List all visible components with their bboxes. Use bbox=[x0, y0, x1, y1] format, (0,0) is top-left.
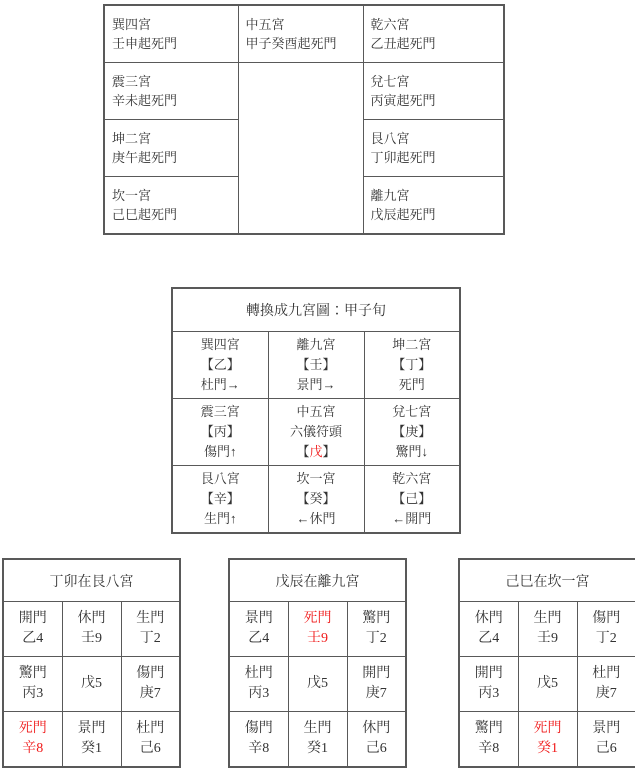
palace-stem: 【庚】 bbox=[365, 422, 460, 442]
palace-name: 中五宮 bbox=[269, 402, 364, 422]
stem-number: 庚7 bbox=[348, 684, 406, 704]
palace-gate: 景門→ bbox=[269, 375, 364, 395]
gate-name: 驚門 bbox=[460, 719, 518, 739]
gate-name: 杜門 bbox=[578, 664, 635, 684]
stem-number: 戊5 bbox=[519, 674, 577, 694]
palace-cell bbox=[238, 5, 363, 63]
gate-cell bbox=[577, 602, 635, 657]
center-stem-cell bbox=[288, 657, 347, 712]
gate-name: 開門 bbox=[348, 664, 406, 684]
palace-cell bbox=[363, 63, 504, 120]
bracket-open: 【 bbox=[296, 444, 309, 459]
palace-name: 兌七宮 bbox=[365, 402, 460, 422]
palace-name: 乾六宮 bbox=[365, 469, 460, 489]
gate-cell bbox=[459, 657, 518, 712]
palace-gate: 驚門↓ bbox=[365, 442, 460, 462]
gate-name: 景門 bbox=[63, 719, 121, 739]
palace-cell bbox=[363, 177, 504, 235]
gate-cell bbox=[121, 712, 180, 768]
stem-number: 壬9 bbox=[519, 629, 577, 649]
death-gate-cell bbox=[3, 712, 62, 768]
palace-start-gate: 丁卯起死門 bbox=[371, 148, 502, 167]
palace-name: 震三宮 bbox=[173, 402, 268, 422]
stem-number: 戊5 bbox=[63, 674, 121, 694]
gate-cell bbox=[577, 657, 635, 712]
gate-name: 死門 bbox=[4, 719, 62, 739]
palace-name: 艮八宮 bbox=[173, 469, 268, 489]
gate-cell bbox=[229, 602, 288, 657]
palace-stem: 【乙】 bbox=[173, 355, 268, 375]
gate-name: 景門 bbox=[578, 719, 635, 739]
palace-cell bbox=[268, 332, 364, 399]
gate-table-title: 丁卯在艮八宮 bbox=[3, 559, 180, 602]
death-gate-cell bbox=[518, 712, 577, 768]
stem-number: 壬9 bbox=[289, 629, 347, 649]
palace-name: 坎一宮 bbox=[112, 186, 236, 205]
palace-cell bbox=[172, 332, 268, 399]
gate-table-title: 戊辰在離九宮 bbox=[229, 559, 406, 602]
gate-table-wuchen bbox=[228, 558, 407, 768]
gate-cell bbox=[62, 602, 121, 657]
palace-cell bbox=[172, 399, 268, 466]
palace-stem: 【己】 bbox=[365, 489, 460, 509]
gate-cell bbox=[229, 712, 288, 768]
palace-cell bbox=[364, 466, 460, 534]
death-gate-cell bbox=[288, 602, 347, 657]
stem-number: 辛8 bbox=[4, 739, 62, 759]
palace-name: 離九宮 bbox=[269, 335, 364, 355]
stem-number: 癸1 bbox=[289, 739, 347, 759]
palace-name: 中五宮 bbox=[246, 15, 361, 34]
gate-name: 傷門 bbox=[578, 609, 635, 629]
bracket-close: 】 bbox=[323, 444, 336, 459]
gate-name: 生門 bbox=[122, 609, 180, 629]
palace-name: 艮八宮 bbox=[371, 129, 502, 148]
palace-name: 巽四宮 bbox=[173, 335, 268, 355]
palace-name: 坎一宮 bbox=[269, 469, 364, 489]
palace-cell bbox=[363, 5, 504, 63]
palace-gate: 杜門→ bbox=[173, 375, 268, 395]
palace-start-gate: 庚午起死門 bbox=[112, 148, 236, 167]
stem-number: 乙4 bbox=[4, 629, 62, 649]
gate-cell bbox=[288, 712, 347, 768]
center-stem-cell bbox=[62, 657, 121, 712]
palace-cell bbox=[104, 177, 238, 235]
starting-gates-table bbox=[103, 4, 505, 235]
duty-stem: 戊 bbox=[309, 444, 322, 459]
stem-number: 壬9 bbox=[63, 629, 121, 649]
stem-number: 丙3 bbox=[230, 684, 288, 704]
gate-cell bbox=[347, 712, 406, 768]
palace-stem: 【壬】 bbox=[269, 355, 364, 375]
palace-stem: 【丁】 bbox=[365, 355, 460, 375]
gate-name: 死門 bbox=[519, 719, 577, 739]
gate-name: 開門 bbox=[4, 609, 62, 629]
stem-number: 己6 bbox=[578, 739, 635, 759]
duty-stem-line bbox=[269, 442, 364, 462]
gate-cell bbox=[62, 712, 121, 768]
gate-cell bbox=[347, 602, 406, 657]
gate-cell bbox=[459, 712, 518, 768]
gate-cell bbox=[121, 602, 180, 657]
stem-number: 癸1 bbox=[519, 739, 577, 759]
palace-gate: 死門 bbox=[365, 375, 460, 395]
palace-stem: 【丙】 bbox=[173, 422, 268, 442]
gate-cell bbox=[121, 657, 180, 712]
gate-name: 傷門 bbox=[122, 664, 180, 684]
palace-name: 巽四宮 bbox=[112, 15, 236, 34]
palace-start-gate: 丙寅起死門 bbox=[371, 91, 502, 110]
gate-name: 景門 bbox=[230, 609, 288, 629]
palace-gate: ←休門 bbox=[269, 509, 364, 529]
palace-stem: 【癸】 bbox=[269, 489, 364, 509]
stem-number: 己6 bbox=[348, 739, 406, 759]
palace-gate: 傷門↑ bbox=[173, 442, 268, 462]
palace-cell bbox=[104, 63, 238, 120]
palace-name: 兌七宮 bbox=[371, 72, 502, 91]
gate-cell bbox=[347, 657, 406, 712]
palace-name: 震三宮 bbox=[112, 72, 236, 91]
gate-name: 開門 bbox=[460, 664, 518, 684]
palace-start-gate: 壬申起死門 bbox=[112, 34, 236, 53]
gate-name: 傷門 bbox=[230, 719, 288, 739]
palace-gate: 生門↑ bbox=[173, 509, 268, 529]
gate-name: 杜門 bbox=[230, 664, 288, 684]
palace-stem: 六儀符頭 bbox=[269, 422, 364, 442]
palace-name: 坤二宮 bbox=[365, 335, 460, 355]
stem-number: 癸1 bbox=[63, 739, 121, 759]
gate-name: 休門 bbox=[348, 719, 406, 739]
stem-number: 戊5 bbox=[289, 674, 347, 694]
stem-number: 丁2 bbox=[348, 629, 406, 649]
stem-number: 己6 bbox=[122, 739, 180, 759]
palace-start-gate: 辛未起死門 bbox=[112, 91, 236, 110]
gate-table-title: 己巳在坎一宮 bbox=[459, 559, 635, 602]
stem-number: 庚7 bbox=[578, 684, 635, 704]
palace-name: 坤二宮 bbox=[112, 129, 236, 148]
palace-cell bbox=[104, 5, 238, 63]
stem-number: 丁2 bbox=[122, 629, 180, 649]
center-stem-cell bbox=[518, 657, 577, 712]
stem-number: 辛8 bbox=[230, 739, 288, 759]
palace-gate: ←開門 bbox=[365, 509, 460, 529]
stem-number: 乙4 bbox=[230, 629, 288, 649]
gate-cell bbox=[459, 602, 518, 657]
palace-cell bbox=[363, 120, 504, 177]
stem-number: 辛8 bbox=[460, 739, 518, 759]
stem-number: 庚7 bbox=[122, 684, 180, 704]
gate-name: 休門 bbox=[460, 609, 518, 629]
palace-cell bbox=[104, 120, 238, 177]
palace-cell bbox=[268, 466, 364, 534]
gate-cell bbox=[229, 657, 288, 712]
palace-start-gate: 己巳起死門 bbox=[112, 205, 236, 224]
palace-start-gate: 甲子癸酉起死門 bbox=[246, 34, 361, 53]
gate-name: 生門 bbox=[519, 609, 577, 629]
gate-cell bbox=[3, 657, 62, 712]
stem-number: 乙4 bbox=[460, 629, 518, 649]
gate-name: 驚門 bbox=[4, 664, 62, 684]
gate-name: 杜門 bbox=[122, 719, 180, 739]
palace-name: 乾六宮 bbox=[371, 15, 502, 34]
gate-cell bbox=[518, 602, 577, 657]
gate-table-jisi bbox=[458, 558, 635, 768]
gate-table-dingmao bbox=[2, 558, 181, 768]
palace-cell bbox=[172, 466, 268, 534]
empty-cell bbox=[238, 63, 363, 235]
nine-palace-grid bbox=[171, 287, 461, 534]
nine-palace-title: 轉換成九宮圖：甲子旬 bbox=[172, 288, 460, 332]
gate-name: 驚門 bbox=[348, 609, 406, 629]
center-palace-cell bbox=[268, 399, 364, 466]
gate-name: 休門 bbox=[63, 609, 121, 629]
palace-stem: 【辛】 bbox=[173, 489, 268, 509]
palace-start-gate: 乙丑起死門 bbox=[371, 34, 502, 53]
gate-cell bbox=[577, 712, 635, 768]
gate-name: 死門 bbox=[289, 609, 347, 629]
gate-name: 生門 bbox=[289, 719, 347, 739]
stem-number: 丁2 bbox=[578, 629, 635, 649]
stem-number: 丙3 bbox=[4, 684, 62, 704]
stem-number: 丙3 bbox=[460, 684, 518, 704]
palace-cell bbox=[364, 332, 460, 399]
palace-start-gate: 戊辰起死門 bbox=[371, 205, 502, 224]
gate-cell bbox=[3, 602, 62, 657]
palace-name: 離九宮 bbox=[371, 186, 502, 205]
palace-cell bbox=[364, 399, 460, 466]
